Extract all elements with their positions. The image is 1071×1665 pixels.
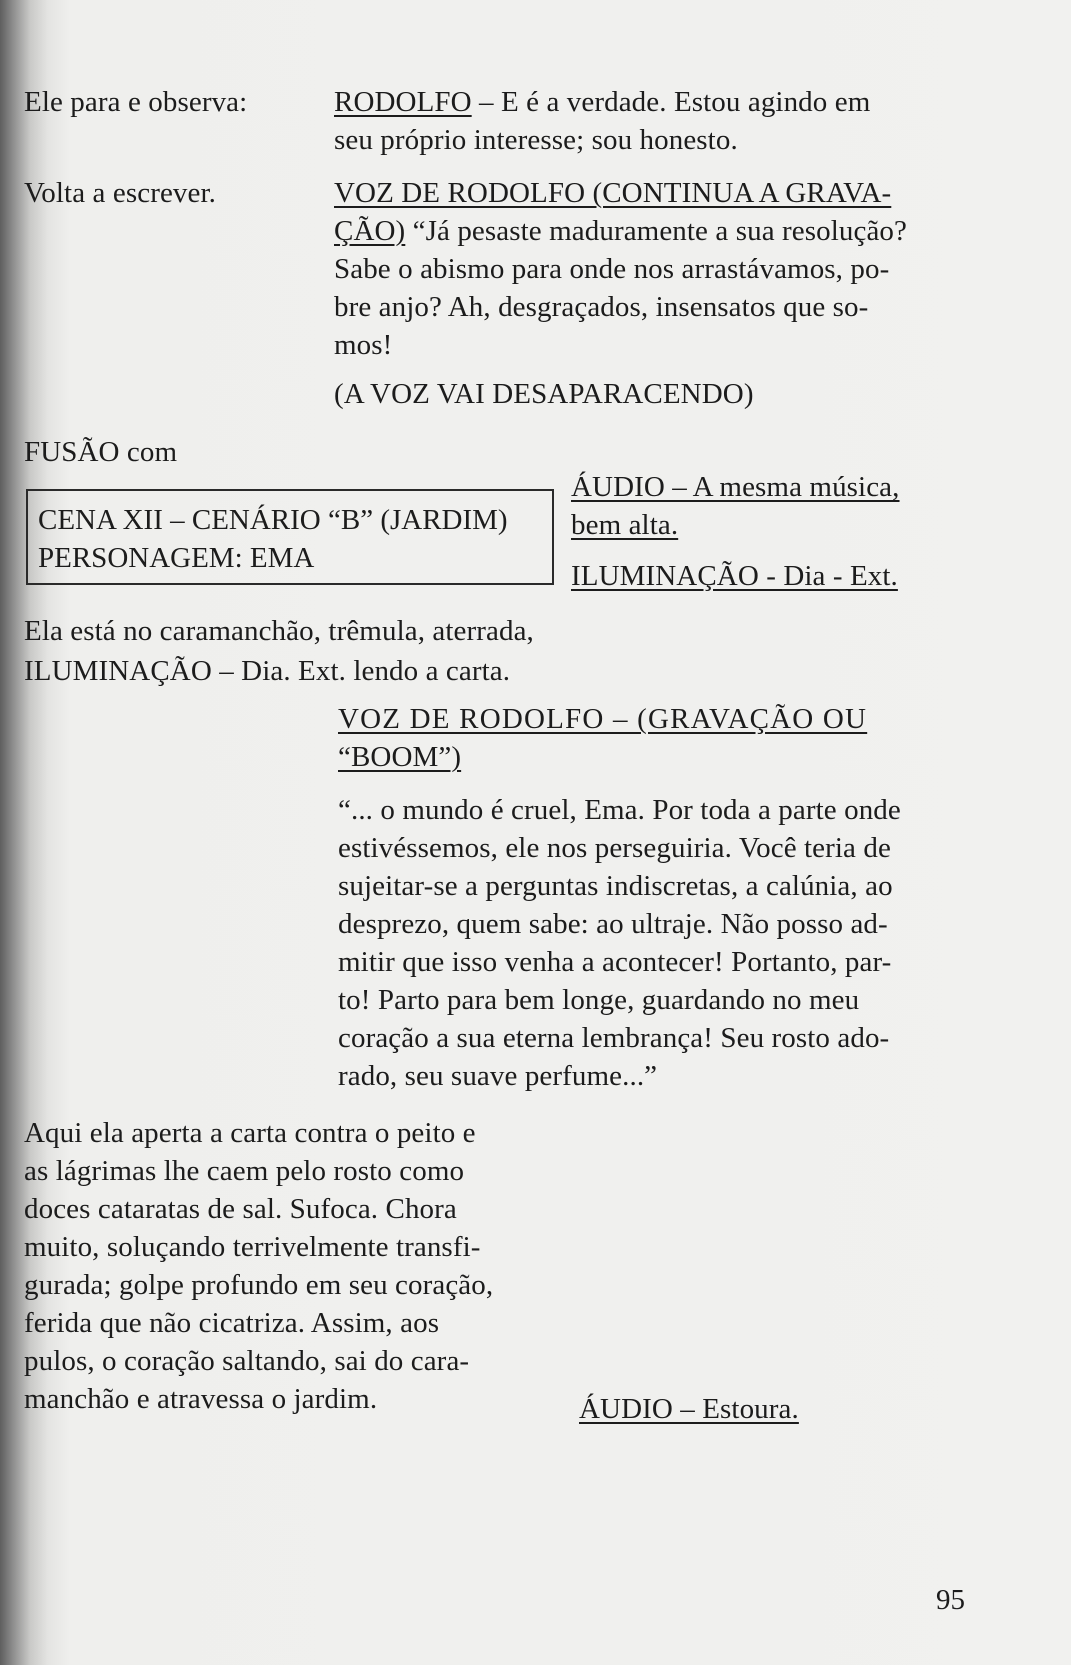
letter-line: rado, seu suave perfume...” bbox=[338, 1060, 658, 1092]
audio-cue-1: ÁUDIO – A mesma música, bbox=[571, 471, 900, 503]
letter-line: desprezo, quem sabe: ao ultraje. Não posso ad- bbox=[338, 908, 888, 940]
page-number: 95 bbox=[936, 1584, 965, 1616]
letter-line: estivéssemos, ele nos perseguiria. Você teria de bbox=[338, 832, 891, 864]
letter-line: sujeitar-se a perguntas indiscretas, a calúnia, ao bbox=[338, 870, 893, 902]
action2-line: Aqui ela aperta a carta contra o peito e bbox=[24, 1117, 476, 1149]
stage-direction-escrever: Volta a escrever. bbox=[24, 177, 216, 209]
action2-line: manchão e atravessa o jardim. bbox=[24, 1383, 378, 1415]
lighting-cue-1: ILUMINAÇÃO - Dia - Ext. bbox=[571, 560, 898, 592]
audio-cue-1-cont: bem alta. bbox=[571, 509, 679, 541]
voz-rodolfo-line-5: mos! bbox=[334, 329, 393, 361]
action2-line: doces cataratas de sal. Sufoca. Chora bbox=[24, 1193, 457, 1225]
scene-character: PERSONAGEM: EMA bbox=[38, 542, 315, 574]
voz-stage-direction: (A VOZ VAI DESAPARACENDO) bbox=[334, 378, 754, 410]
audio-cue-2: ÁUDIO – Estoura. bbox=[579, 1393, 799, 1425]
letter-line: mitir que isso venha a acontecer! Portanto, par- bbox=[338, 946, 892, 978]
fusao-label: FUSÃO com bbox=[24, 436, 178, 468]
speaker-rodolfo: RODOLFO bbox=[334, 86, 472, 118]
voz-rodolfo-2-heading-1: VOZ DE RODOLFO – (GRAVAÇÃO OU bbox=[338, 703, 868, 735]
action2-line: as lágrimas lhe caem pelo rosto como bbox=[24, 1155, 465, 1187]
action-line-2: ILUMINAÇÃO – Dia. Ext. lendo a carta. bbox=[24, 655, 511, 687]
voz-rodolfo-2-heading-2: “BOOM”) bbox=[338, 741, 462, 773]
stage-direction-observa: Ele para e observa: bbox=[24, 86, 248, 118]
letter-line: coração a sua eterna lembrança! Seu rosto ado- bbox=[338, 1022, 890, 1054]
voz-rodolfo-speech-1: “Já pesaste maduramente a sua resolução? bbox=[405, 215, 907, 247]
action-line-1: Ela está no caramanchão, trêmula, aterrada, bbox=[24, 615, 534, 647]
voz-rodolfo-heading-2: ÇÃO) bbox=[334, 215, 406, 247]
voz-rodolfo-line-2 bbox=[334, 211, 907, 251]
voz-rodolfo-line-4: bre anjo? Ah, desgraçados, insensatos que so- bbox=[334, 291, 869, 323]
action2-line: pulos, o coração saltando, sai do cara- bbox=[24, 1345, 470, 1377]
action2-line: ferida que não cicatriza. Assim, aos bbox=[24, 1307, 440, 1339]
rodolfo-line-1 bbox=[334, 82, 870, 122]
letter-line: to! Parto para bem longe, guardando no meu bbox=[338, 984, 860, 1016]
action2-line: gurada; golpe profundo em seu coração, bbox=[24, 1269, 494, 1301]
voz-rodolfo-heading-1: VOZ DE RODOLFO (CONTINUA A GRAVA- bbox=[334, 177, 892, 209]
rodolfo-line-2: seu próprio interesse; sou honesto. bbox=[334, 124, 738, 156]
scene-heading-box bbox=[26, 489, 554, 585]
letter-line: “... o mundo é cruel, Ema. Por toda a parte onde bbox=[338, 794, 901, 826]
voz-rodolfo-line-3: Sabe o abismo para onde nos arrastávamos, po- bbox=[334, 253, 890, 285]
rodolfo-speech-1: – E é a verdade. Estou agindo em bbox=[471, 86, 871, 118]
scene-title: CENA XII – CENÁRIO “B” (JARDIM) bbox=[38, 504, 508, 536]
action2-line: muito, soluçando terrivelmente transfi- bbox=[24, 1231, 481, 1263]
